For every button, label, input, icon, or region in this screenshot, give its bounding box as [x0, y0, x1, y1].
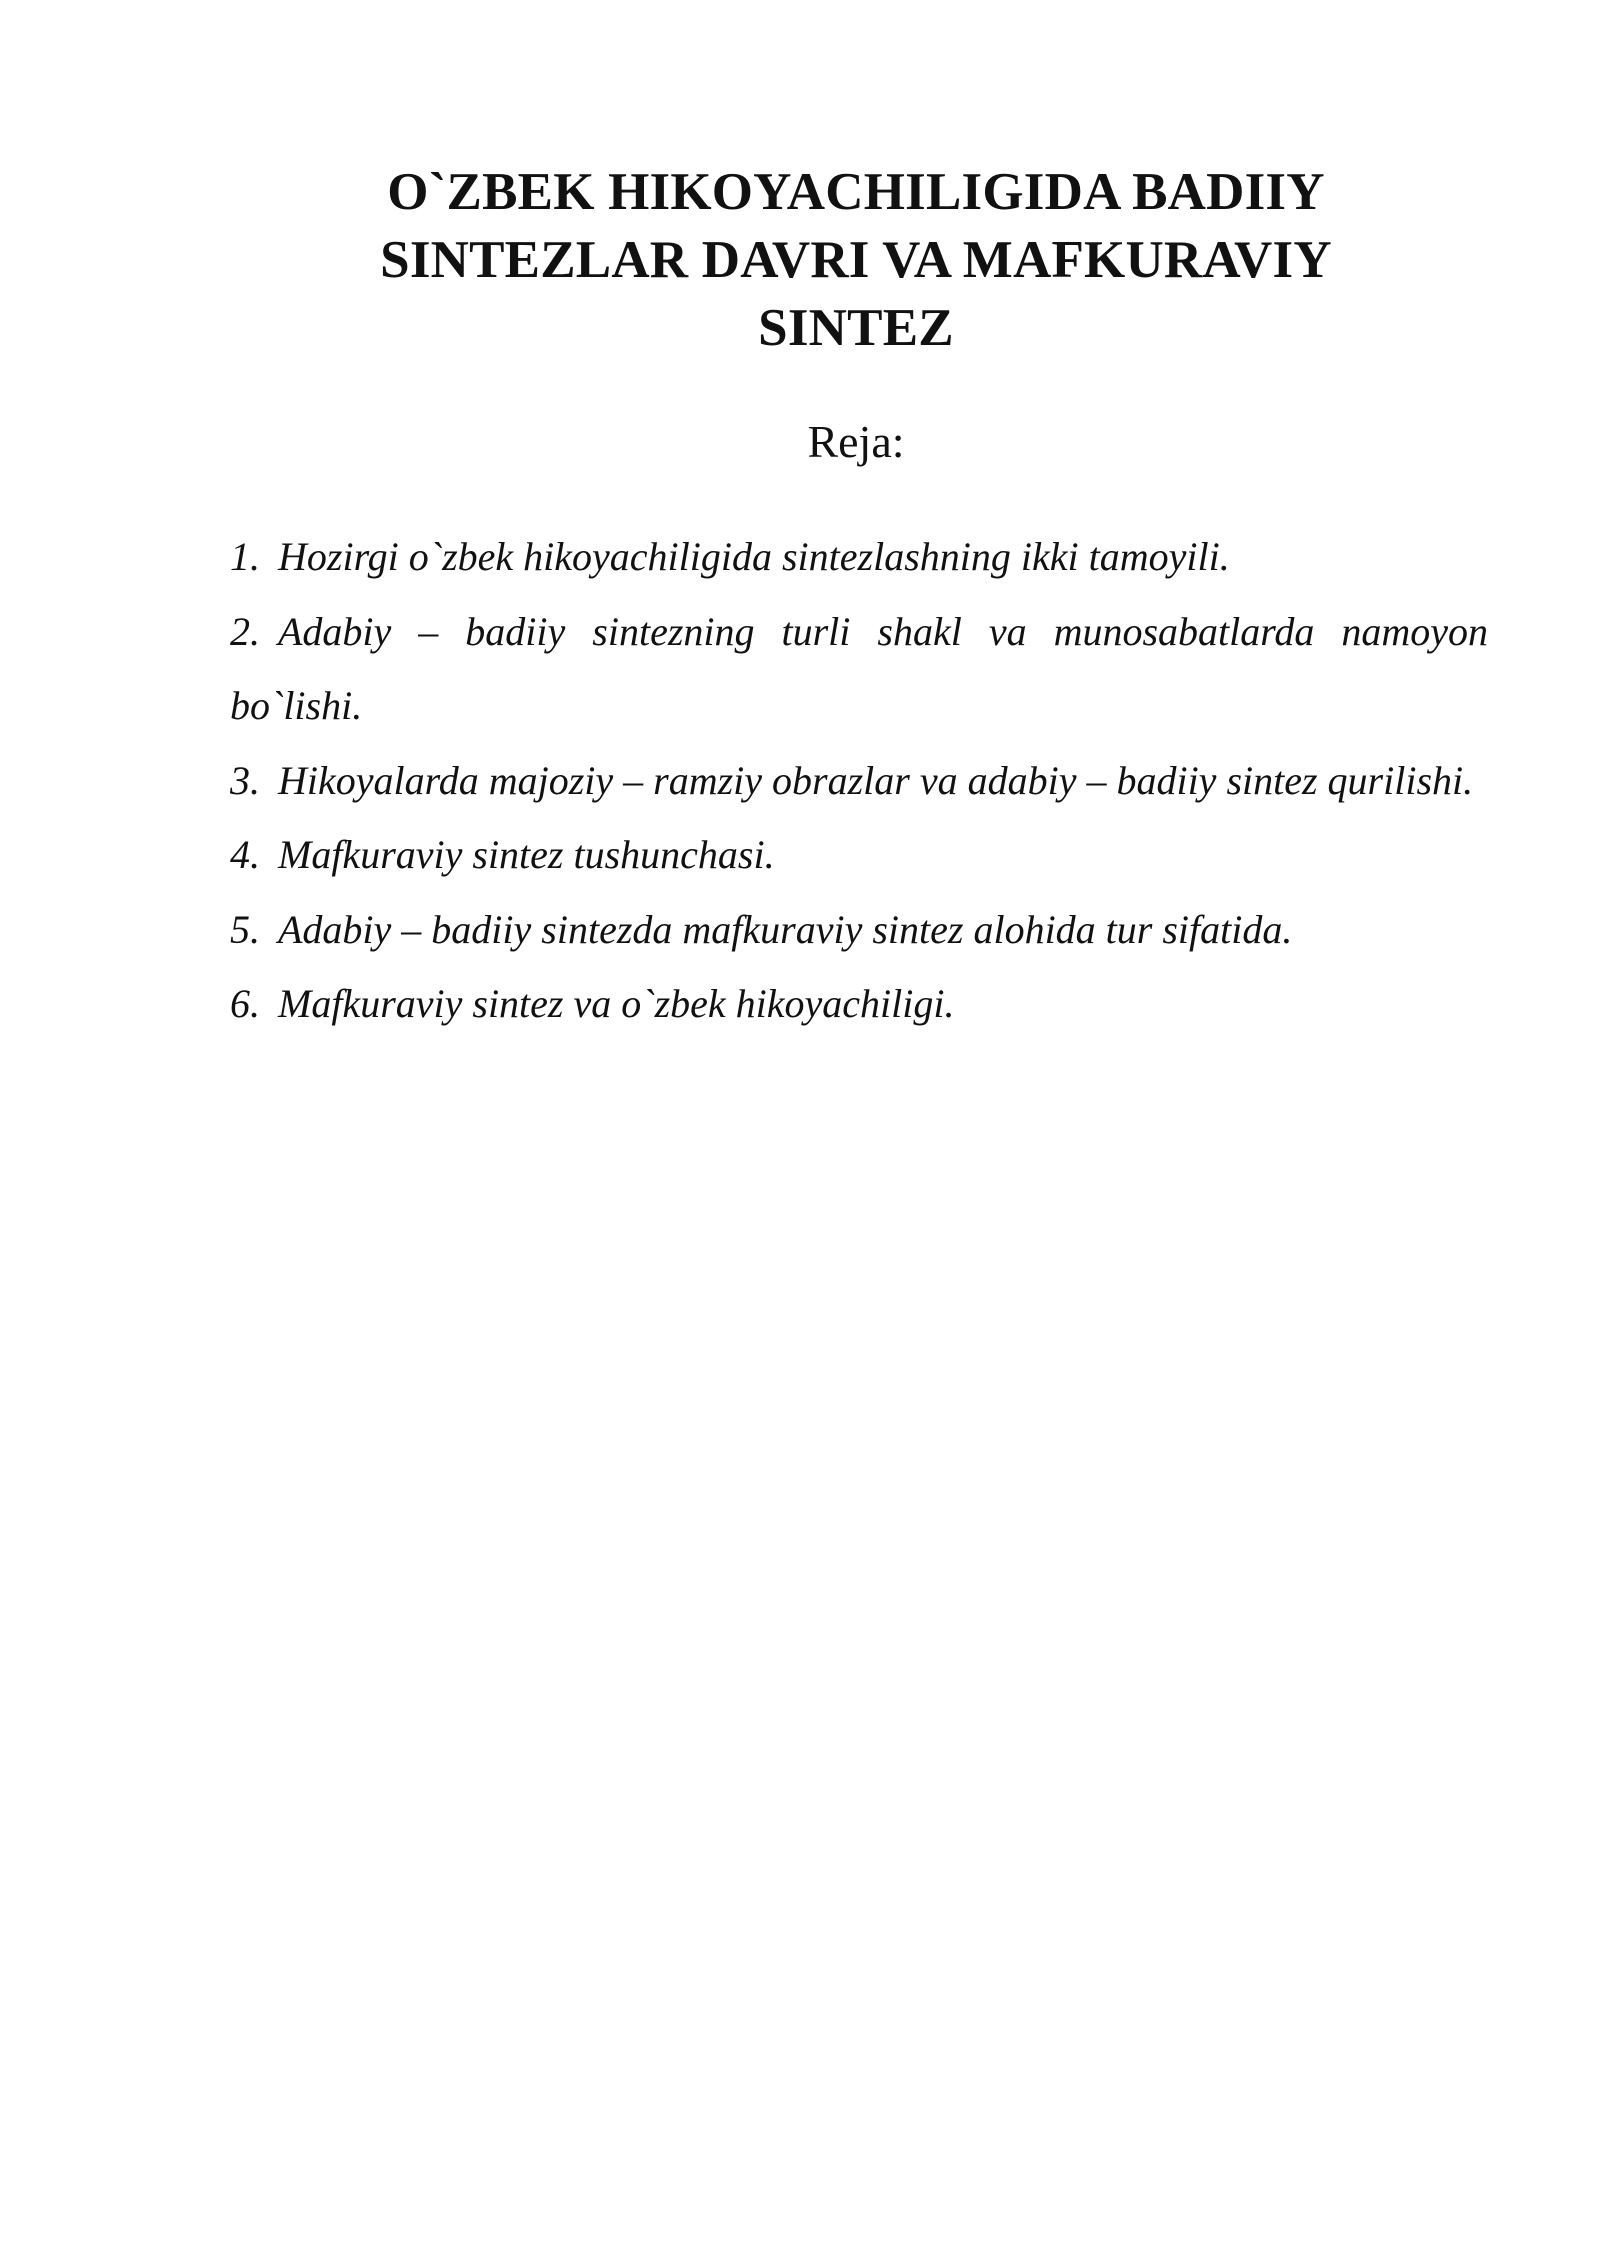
- plan-item-1: [230, 520, 1488, 595]
- plan-item-4: [230, 818, 1488, 893]
- title-line-2: SINTEZLAR DAVRI VA MAFKURAVIY: [380, 231, 1332, 289]
- plan-item-text: Hozirgi o`zbek hikoyachiligida sintezlashning ikki tamoyili.: [278, 534, 1230, 579]
- plan-heading: Reja:: [807, 416, 905, 467]
- plan-item-3: [230, 744, 1488, 819]
- plan-item-text: Adabiy – badiiy sintezning turli shakl va munosabatlarda namoyon bo`lishi.: [230, 608, 1488, 728]
- plan-item-number: 1.: [230, 534, 260, 579]
- plan-item-6: [230, 967, 1488, 1042]
- plan-item-text: Mafkuraviy sintez tushunchasi.: [278, 832, 775, 877]
- plan-item-number: 4.: [230, 832, 260, 877]
- plan-item-number: 5.: [230, 906, 260, 952]
- plan-item-text: Adabiy – badiiy sintezda mafkuraviy sintez alohida tur sifatida.: [278, 906, 1293, 952]
- title-line-3: SINTEZ: [758, 299, 954, 357]
- plan-item-text: Hikoyalarda majoziy – ramziy obrazlar va adabiy – badiiy sintez qurilishi.: [278, 757, 1474, 803]
- plan-item-number: 2.: [230, 608, 260, 654]
- title-line-1: O`ZBEK HIKOYACHILIGIDA BADIIY: [387, 163, 1325, 221]
- plan-item-text: Mafkuraviy sintez va o`zbek hikoyachiligi.: [278, 981, 955, 1026]
- plan-item-number: 6.: [230, 981, 260, 1026]
- plan-item-5: [230, 893, 1488, 968]
- plan-item-number: 3.: [230, 757, 260, 803]
- plan-item-2: [230, 595, 1488, 744]
- plan-list: [230, 520, 1488, 1042]
- document-title: [230, 158, 1482, 362]
